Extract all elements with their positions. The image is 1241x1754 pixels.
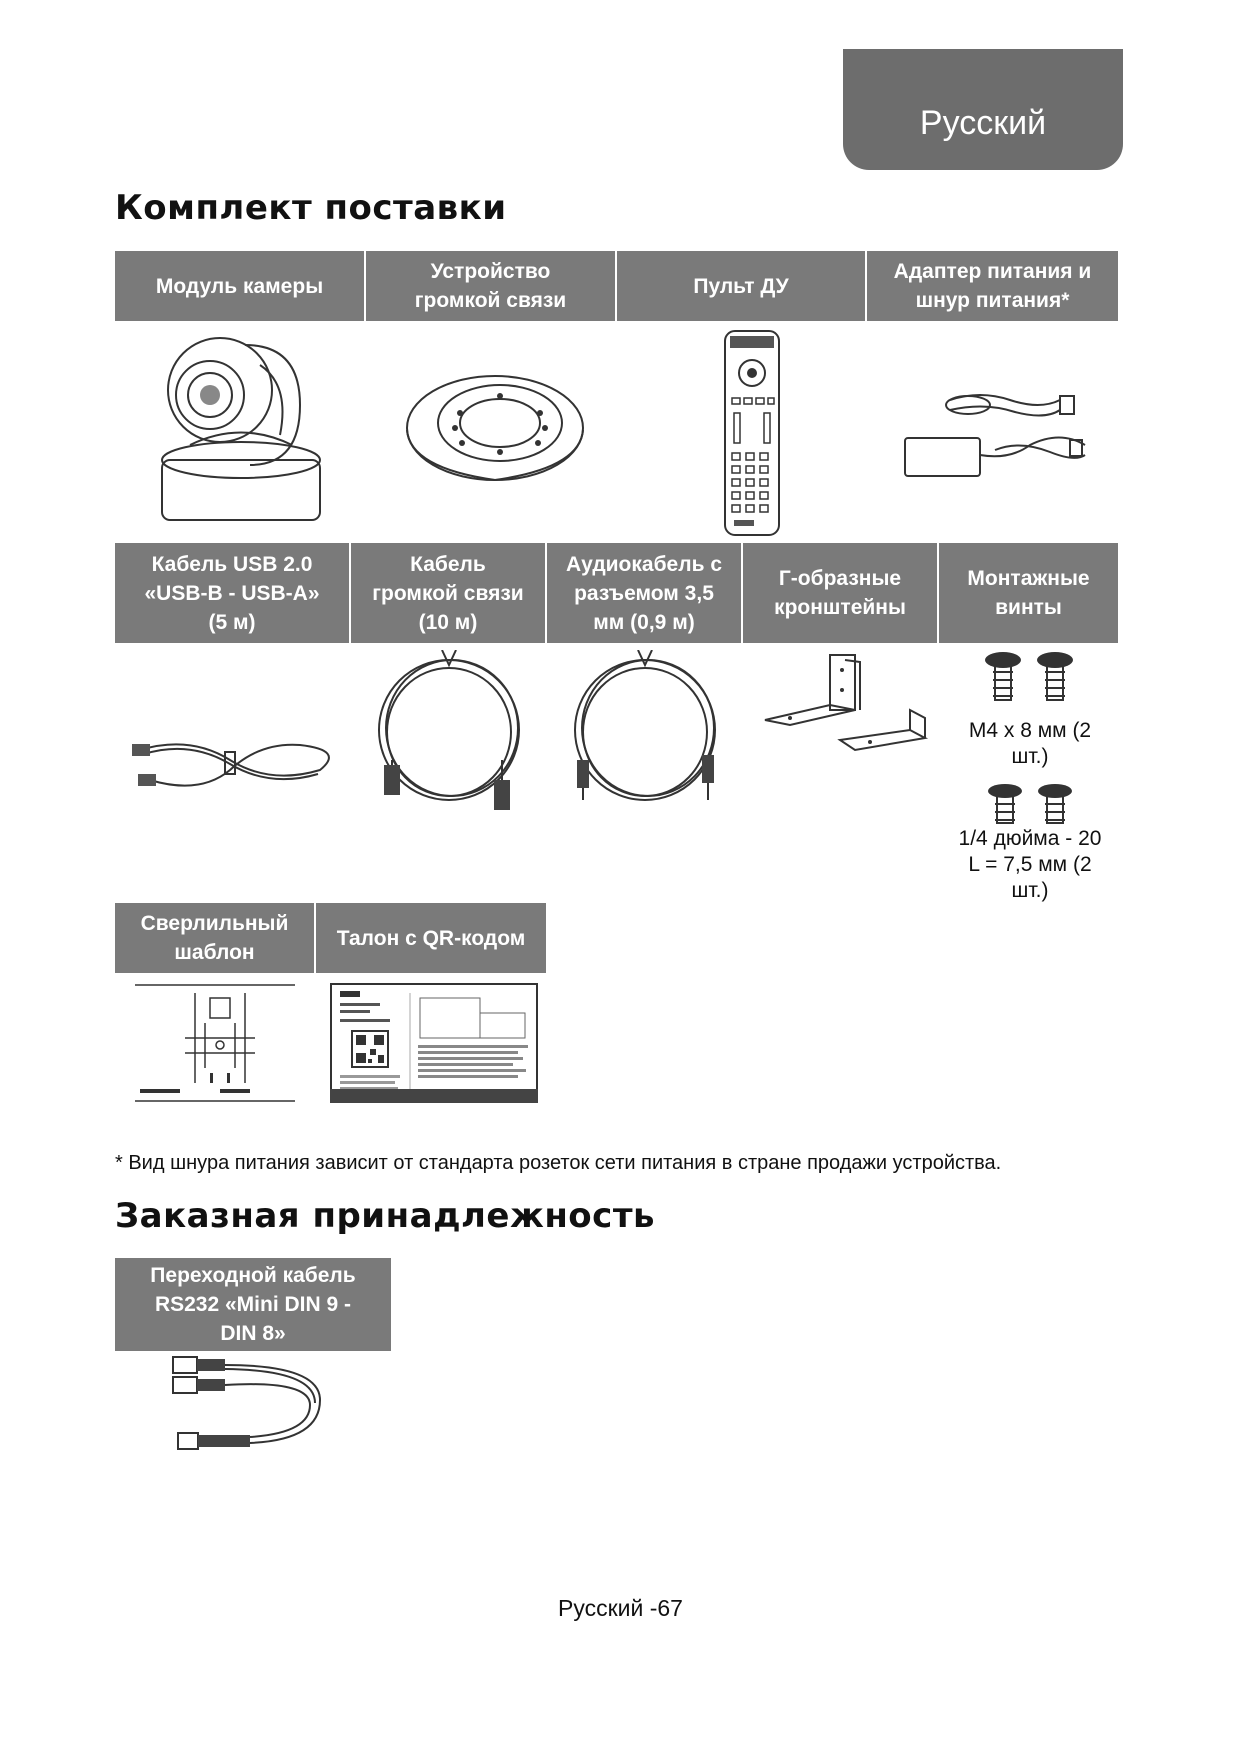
- language-tab-label: Русский: [919, 104, 1047, 142]
- camera-module-illustration: [150, 325, 335, 535]
- header-mounting-screws: Монтажные винты: [939, 543, 1118, 643]
- package-header-row-3: [115, 903, 546, 973]
- power-adapter-illustration: [900, 390, 1090, 485]
- page-number: Русский -67: [558, 1595, 683, 1621]
- package-header-row-1: [115, 251, 1118, 321]
- language-tab: [843, 49, 1123, 170]
- section-title-package-contents: Комплект поставки: [115, 188, 507, 228]
- package-header-row-2: [115, 543, 1118, 643]
- header-drill-template: Сверлильный шаблон: [115, 903, 316, 973]
- qr-card-illustration: [330, 983, 538, 1103]
- header-qr-card: Талон с QR-кодом: [316, 903, 546, 973]
- remote-control-illustration: [722, 328, 782, 538]
- usb-cable-illustration: [130, 730, 340, 800]
- optional-header-row: [115, 1258, 391, 1351]
- speakerphone-illustration: [400, 368, 590, 488]
- section-title-optional-accessory: Заказная принадлежность: [115, 1196, 656, 1236]
- audio-cable-illustration: [568, 650, 723, 820]
- header-usb-cable: Кабель USB 2.0 «USB-B - USB-A» (5 м): [115, 543, 351, 643]
- power-cord-footnote: * Вид шнура питания зависит от стандарта розеток сети питания в стране продажи устройства.: [115, 1152, 1002, 1174]
- header-remote-control: Пульт ДУ: [617, 251, 867, 321]
- header-speakerphone-cable: Кабель громкой связи (10 м): [351, 543, 547, 643]
- header-rs232-cable: Переходной кабель RS232 «Mini DIN 9 - DIN 8»: [115, 1258, 391, 1351]
- header-power-adapter: Адаптер питания и шнур питания*: [867, 251, 1118, 321]
- m4-screws-caption: M4 x 8 мм (2 шт.): [968, 719, 1092, 768]
- header-audio-cable: Аудиокабель с разъемом 3,5 мм (0,9 м): [547, 543, 743, 643]
- l-brackets-illustration: [760, 650, 935, 760]
- m4-screws-illustration: [975, 650, 1085, 705]
- header-speakerphone: Устройство громкой связи: [366, 251, 617, 321]
- header-l-brackets: Г-образные кронштейны: [743, 543, 939, 643]
- speakerphone-cable-illustration: [372, 650, 527, 820]
- quarter-inch-screws-caption: 1/4 дюйма - 20 L = 7,5 мм (2 шт.): [958, 827, 1102, 902]
- rs232-cable-illustration: [170, 1355, 335, 1460]
- drill-template-illustration: [135, 983, 295, 1103]
- quarter-inch-screws-illustration: [980, 782, 1080, 827]
- header-camera-module: Модуль камеры: [115, 251, 366, 321]
